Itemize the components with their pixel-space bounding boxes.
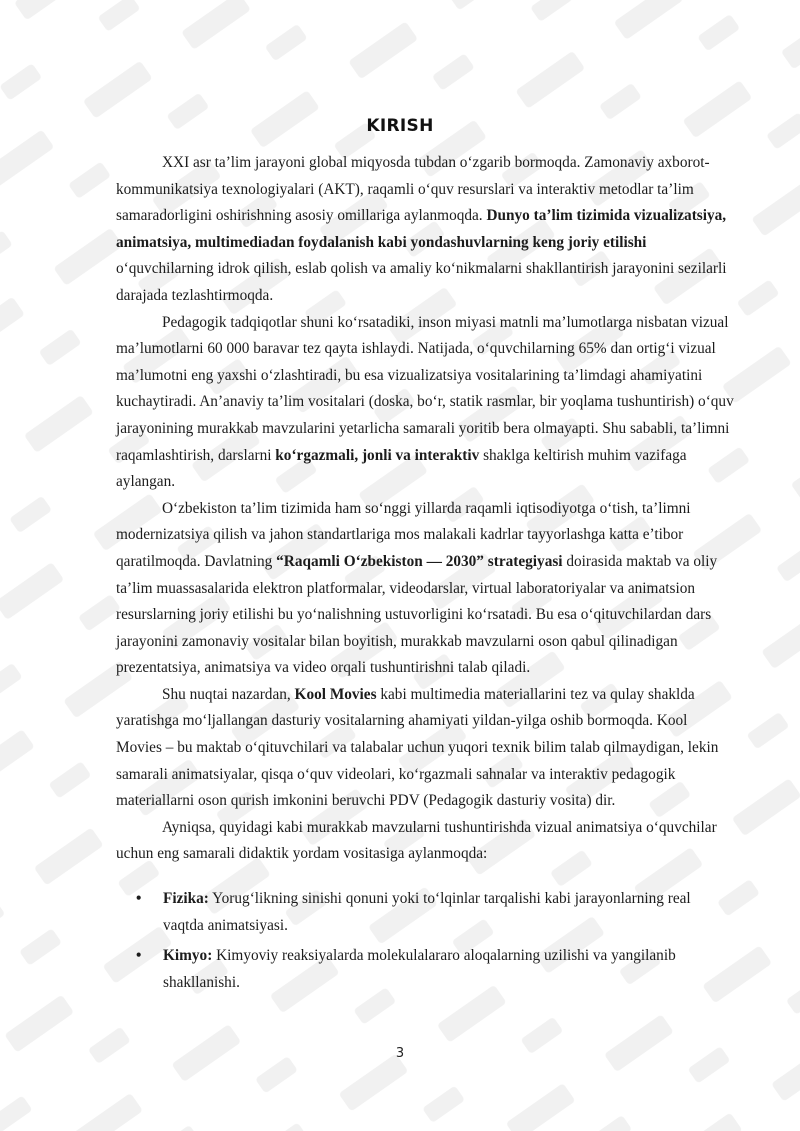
list-item-label: Fizika: (163, 890, 209, 908)
page-title: KIRISH (366, 116, 434, 136)
list-item (116, 943, 734, 996)
paragraph-2: Pedagogik tadqiqotlar shuni ko‘rsatadiki, inson miyasi matnli ma’lumotlarga nisbatan vizual ma’lumotlarni 60 000 baravar tez qayta ishlaydi. Natijada, o‘quvchilarning 65% dan ortig‘i vizual ma’lumotni eng yaxshi o‘zlashtiradi, bu esa vizualizatsiya vositalarining ta’limdagi ahamiyatini kuchaytiradi. An’anaviy ta’lim vositalari (doska, bo‘r, statik rasmlar, bir yoqlama tushuntirish) o‘quv jarayonining murakkab mavzularini yetarlicha samarali yoritib bera olmayapti. Shu sababli, ta’limni raqamlashtirish, darslarni ko‘rgazmali, jonli va interaktiv shaklga keltirish muhim vazifaga aylangan. (116, 313, 734, 491)
emphasis-text: Dunyo ta’lim tizimida vizualizatsiya, animatsiya, multimediadan foydalanish kabi yondashuvlarning keng joriy etilishi (116, 207, 727, 251)
list-item-text: Kimyoviy reaksiyalarda molekulalararo aloqalarning uzilishi va yangilanib shakllanishi. (163, 947, 676, 991)
emphasis-text: “Raqamli O‘zbekiston — 2030” strategiyasi (276, 552, 563, 570)
page-number: 3 (395, 1046, 405, 1061)
list-item (116, 886, 734, 939)
bullet-icon: • (136, 890, 142, 908)
paragraph-5: Ayniqsa, quyidagi kabi murakkab mavzularni tushuntirishda vizual animatsiya o‘quvchilar uchun eng samarali didaktik yordam vositasiga aylanmoqda: (116, 818, 717, 863)
emphasis-text: ko‘rgazmali, jonli va interaktiv (275, 446, 480, 464)
emphasis-text: Kool Movies (294, 685, 377, 703)
paragraph-4: Shu nuqtai nazardan, Kool Movies kabi multimedia materiallarini tez va qulay shaklda yaratishga mo‘ljallangan dasturiy vositalarning ahamiyati yildan-yilga oshib bormoqda. Kool Movies – bu maktab o‘qituvchilari va talabalar uchun yuqori texnik bilim talab qilmaydigan, lekin samarali animatsiyalar, qisqa o‘quv videolari, ko‘rgazmali sahnalar va interaktiv pedagogik materiallarni oson qurish imkonini beruvchi PDV (Pedagogik dasturiy vosita) dir. (116, 685, 719, 810)
list-item-label: Kimyo: (163, 947, 213, 965)
paragraph-3: O‘zbekiston ta’lim tizimida ham so‘nggi yillarda raqamli iqtisodiyotga o‘tish, ta’limni modernizatsiya qilish va jahon standartlariga mos malakali kadrlar tayyorlashga katta e’tibor qaratilmoqda. Davlatning “Raqamli O‘zbekiston — 2030” strategiyasi doirasida maktab va oliy ta’lim muassasalarida elektron platformalar, videodarslar, virtual laboratoriyalar va animatsion resurslarning joriy etilishi bu yo‘nalishning ustuvorligini ko‘rsatadi. Bu esa o‘qituvchilardan dars jarayonini zamonaviy vositalar bilan boyitish, murakkab mavzularni oson qabul qilinadigan prezentatsiya, animatsiya va video orqali tushuntirishni talab qiladi. (116, 499, 718, 677)
bullet-icon: • (136, 947, 142, 965)
topic-list (116, 886, 734, 996)
list-item-text: Yorug‘likning sinishi qonuni yoki to‘lqinlar tarqalishi kabi jarayonlarning real vaqtda animatsiyasi. (163, 890, 691, 934)
paragraph-1: XXI asr ta’lim jarayoni global miqyosda tubdan o‘zgarib bormoqda. Zamonaviy axborot-kommunikatsiya texnologiyalari (AKT), raqamli o‘quv resurslari va interaktiv metodlar ta’lim samaradorligini oshirishning asosiy omillariga aylanmoqda. Dunyo ta’lim tizimida vizualizatsiya, animatsiya, multimediadan foydalanish kabi yondashuvlarning keng joriy etilishi o‘quvchilarning idrok qilish, eslab qolish va amaliy ko‘nikmalarni shakllantirish jarayonini sezilarli darajada tezlashtirmoqda. (116, 154, 727, 304)
document-body (116, 150, 734, 1000)
